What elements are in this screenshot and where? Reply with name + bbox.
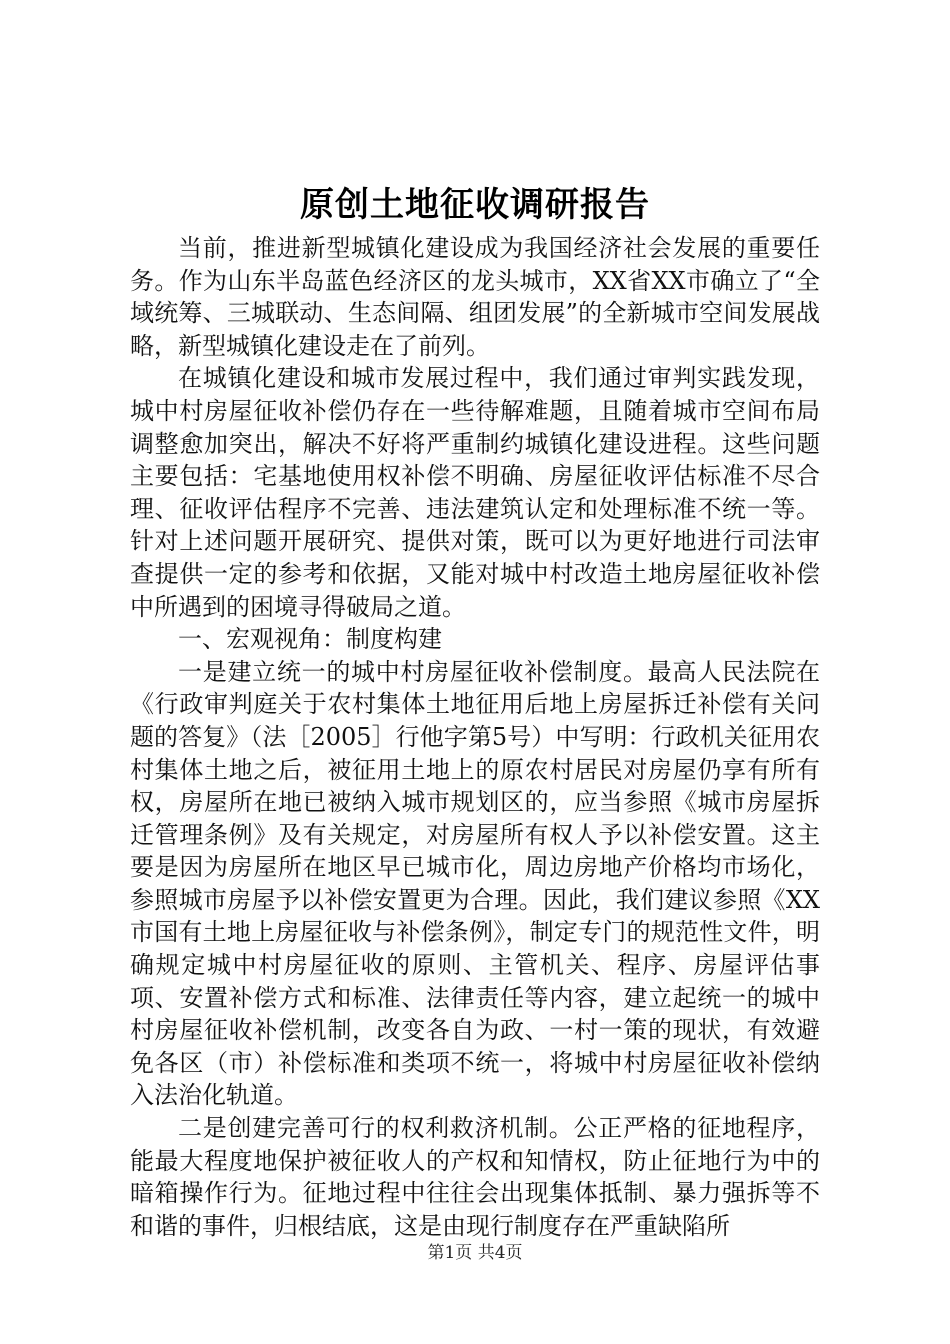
page-footer: 第1页 共4页 — [427, 1243, 523, 1263]
document-body — [130, 232, 820, 1242]
paragraph-point-one: 一是建立统一的城中村房屋征收补偿制度。最高人民法院在《行政审判庭关于农村集体土地征用后地上房屋拆迁补偿有关问题的答复》（法［2005］行他字第5号）中写明：行政机关征用农村集体土地之后，被征用土地上的原农村居民对房屋仍享有所有权，房屋所在地已被纳入城市规划区的，应当参照《城市房屋拆迁管理条例》及有关规定，对房屋所有权人予以补偿安置。这主要是因为房屋所在地区早已城市化，周边房地产价格均市场化，参照城市房屋予以补偿安置更为合理。因此，我们建议参照《XX市国有土地上房屋征收与补偿条例》，制定专门的规范性文件，明确规定城中村房屋征收的原则、主管机关、程序、房屋评估事项、安置补偿方式和标准、法律责任等内容，建立起统一的城中村房屋征收补偿机制，改变各自为政、一村一策的现状，有效避免各区（市）补偿标准和类项不统一，将城中村房屋征收补偿纳入法治化轨道。 — [130, 657, 820, 1110]
paragraph-intro: 当前，推进新型城镇化建设成为我国经济社会发展的重要任务。作为山东半岛蓝色经济区的龙头城市，XX省XX市确立了“全域统筹、三城联动、生态间隔、组团发展”的全新城市空间发展战略，新型城镇化建设走在了前列。 — [130, 234, 820, 360]
document-title: 原创土地征收调研报告 — [300, 185, 650, 225]
section-heading: 一、宏观视角：制度构建 — [178, 625, 442, 654]
paragraph-problems: 在城镇化建设和城市发展过程中，我们通过审判实践发现，城中村房屋征收补偿仍存在一些待解难题，且随着城市空间布局调整愈加突出，解决不好将严重制约城镇化建设进程。这些问题主要包括：宅基地使用权补偿不明确、房屋征收评估标准不尽合理、征收评估程序不完善、违法建筑认定和处理标准不统一等。针对上述问题开展研究、提供对策，既可以为更好地进行司法审查提供一定的参考和依据，又能对城中村改造土地房屋征收补偿中所遇到的困境寻得破局之道。 — [130, 364, 820, 621]
paragraph-point-two: 二是创建完善可行的权利救济机制。公正严格的征地程序，能最大程度地保护被征收人的产权和知情权，防止征地行为中的暗箱操作行为。征地过程中往往会出现集体抵制、暴力强拆等不和谐的事件，归根结底，这是由现行制度存在严重缺陷所 — [130, 1114, 820, 1240]
